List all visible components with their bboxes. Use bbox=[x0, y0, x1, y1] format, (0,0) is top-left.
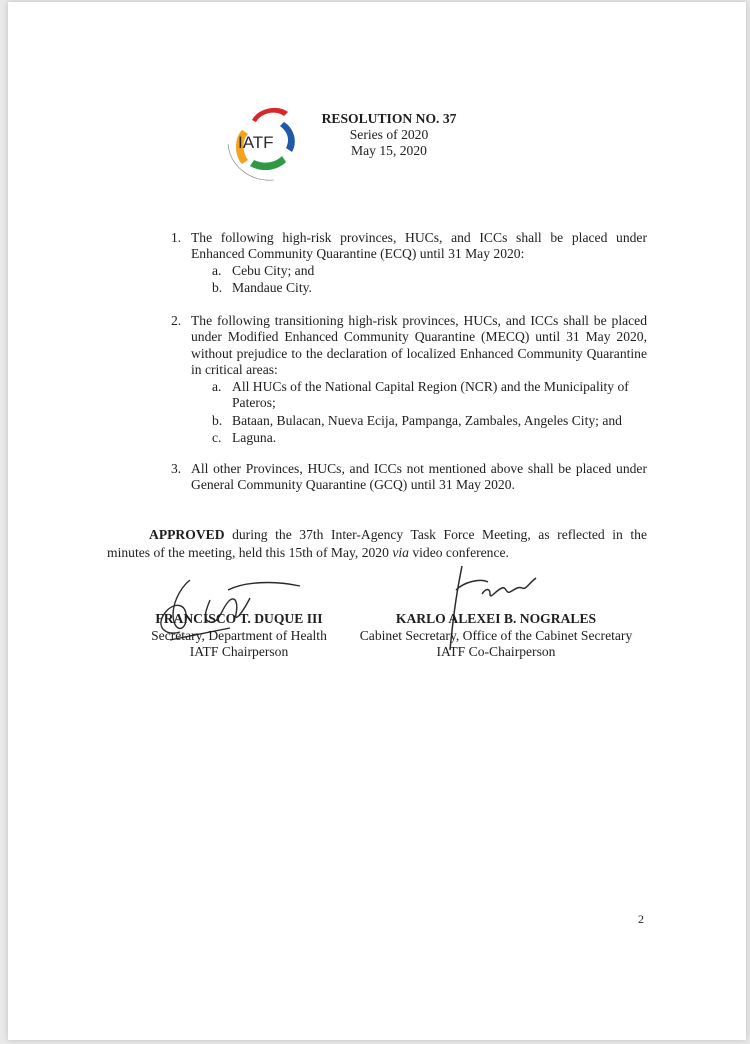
sub-item-text: Cebu City; and bbox=[232, 263, 315, 278]
signatory-duque bbox=[118, 611, 360, 661]
signatory-role: IATF Chairperson bbox=[189, 644, 289, 660]
item-text: All other Provinces, HUCs, and ICCs not mentioned above shall be placed under General Community Quarantine (GCQ) until 31 May 2020. bbox=[191, 461, 647, 493]
sub-item-text: Bataan, Bulacan, Nueva Ecija, Pampanga, Zambales, Angeles City; and bbox=[232, 413, 622, 428]
approval-text: during the 37th Inter-Agency Task Force Meeting, as reflected in the minutes of the meeting, held this 15th of May, 2020 bbox=[107, 527, 647, 560]
signatory-position: Cabinet Secretary, Office of the Cabinet Secretary bbox=[359, 627, 633, 643]
signatory-nograles bbox=[348, 611, 644, 661]
resolution-series: Series of 2020 bbox=[349, 127, 429, 142]
item-text: The following high-risk provinces, HUCs, and ICCs shall be placed under Enhanced Community Quarantine (ECQ) until 31 May 2020: bbox=[191, 230, 647, 262]
sub-item-text: Mandaue City. bbox=[232, 280, 312, 295]
signatory-position: Secretary, Department of Health bbox=[151, 627, 327, 643]
resolution-date: May 15, 2020 bbox=[351, 143, 427, 158]
iatf-logo bbox=[222, 100, 306, 188]
signatory-role: IATF Co-Chairperson bbox=[436, 644, 556, 660]
signatory-name: KARLO ALEXEI B. NOGRALES bbox=[395, 611, 597, 626]
sub-item-letter: a. bbox=[212, 379, 222, 394]
sub-item-letter: b. bbox=[212, 280, 223, 295]
item-number: 3. bbox=[171, 461, 182, 476]
svg-text:IATF: IATF bbox=[238, 133, 274, 152]
signatory-name: FRANCISCO T. DUQUE III bbox=[155, 611, 323, 626]
approved-label: APPROVED bbox=[149, 527, 225, 542]
approval-paragraph bbox=[107, 526, 647, 561]
approval-via: via bbox=[392, 544, 409, 560]
sub-item-letter: b. bbox=[212, 413, 223, 428]
resolution-number: RESOLUTION NO. 37 bbox=[321, 111, 457, 126]
sub-item-text: All HUCs of the National Capital Region (NCR) and the Municipality of Pateros; bbox=[232, 379, 629, 411]
approval-text-end: video conference. bbox=[408, 544, 509, 560]
item-number: 2. bbox=[171, 313, 182, 328]
item-text: The following transitioning high-risk provinces, HUCs, and ICCs shall be placed under Modified Enhanced Community Quarantine (MECQ) until 31 May 2020, without prejudice to the declaration of localized Enhanced Community Quarantine in critical areas: bbox=[191, 313, 647, 378]
item-number: 1. bbox=[171, 230, 182, 245]
sub-item-letter: a. bbox=[212, 263, 222, 278]
sub-item-letter: c. bbox=[212, 430, 222, 445]
resolution-header bbox=[300, 111, 478, 159]
page-number: 2 bbox=[638, 912, 644, 926]
sub-item-text: Laguna. bbox=[232, 430, 277, 445]
